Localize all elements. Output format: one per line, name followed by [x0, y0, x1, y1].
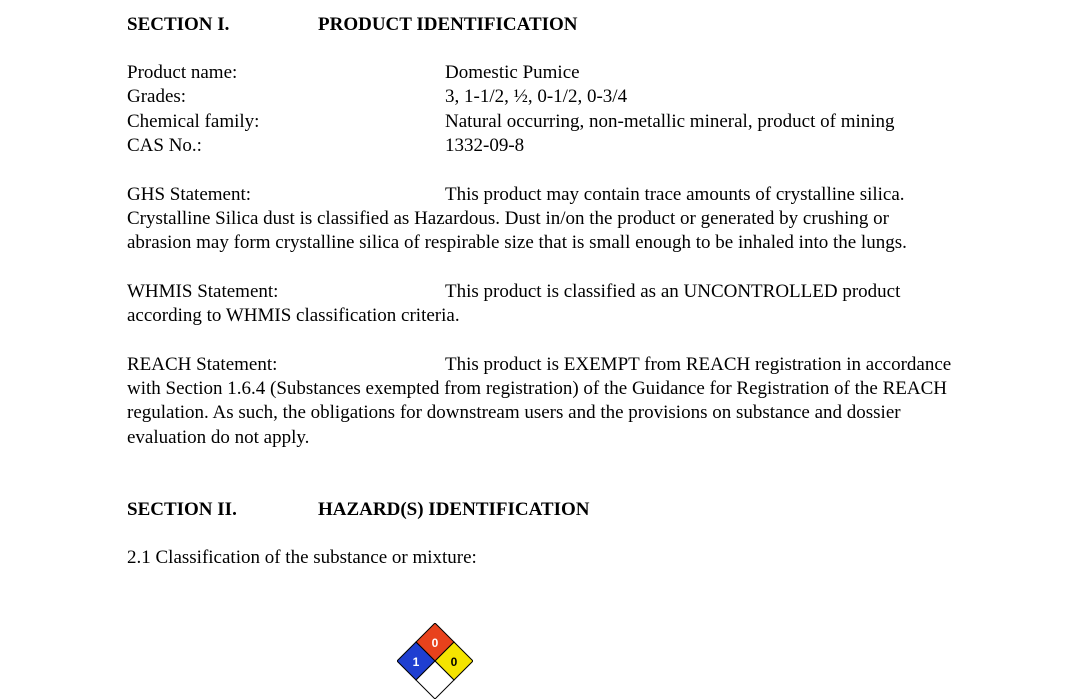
section-1-title: PRODUCT IDENTIFICATION — [318, 14, 578, 35]
nfpa-health-value: 1 — [412, 655, 420, 669]
section-2-heading — [127, 498, 967, 524]
field-product-name — [127, 61, 967, 85]
nfpa-instability-value: 0 — [450, 655, 458, 669]
whmis-text: This product is classified as an UNCONTROLLED product according to WHMIS classification criteria. — [127, 280, 901, 327]
reach-statement — [127, 353, 957, 451]
document-page — [127, 13, 967, 571]
field-label: Grades: — [127, 86, 187, 108]
field-grades — [127, 85, 967, 109]
classification-subheading: 2.1 Classification of the substance or mixture: — [127, 547, 477, 569]
ghs-statement — [127, 183, 957, 256]
section-1-heading — [127, 13, 967, 39]
field-label: CAS No.: — [127, 135, 202, 157]
reach-label: REACH Statement: — [127, 353, 278, 375]
section-1-number: SECTION I. — [127, 14, 230, 35]
nfpa-flammability-value: 0 — [431, 636, 439, 650]
nfpa-diamond-icon — [397, 623, 473, 699]
field-label: Chemical family: — [127, 110, 260, 132]
field-chemical-family — [127, 110, 967, 134]
field-value: 1332-09-8 — [445, 135, 525, 157]
ghs-text: This product may contain trace amounts of crystalline silica. Crystalline Silica dust is classified as Hazardous. Dust in/on the product or generated by crushing or abrasion may form crystalline silica of respirable size that is small enough to be inhaled into the lungs. — [127, 183, 907, 254]
ghs-label: GHS Statement: — [127, 183, 252, 205]
whmis-statement — [127, 280, 957, 329]
field-value: 3, 1-1/2, ½, 0-1/2, 0-3/4 — [445, 86, 628, 108]
reach-text: This product is EXEMPT from REACH registration in accordance with Section 1.6.4 (Substances exempted from registration) of the Guidance for Registration of the REACH regulation. As such, the obligations for downstream users and the provisions on substance and dossier evaluation do not apply. — [127, 353, 952, 448]
section-2-number: SECTION II. — [127, 499, 237, 521]
whmis-label: WHMIS Statement: — [127, 280, 279, 302]
section-2-title: HAZARD(S) IDENTIFICATION — [318, 499, 590, 521]
field-label: Product name: — [127, 62, 238, 83]
field-value: Natural occurring, non-metallic mineral, product of mining — [445, 110, 895, 132]
field-value: Domestic Pumice — [445, 62, 580, 83]
field-cas-number — [127, 134, 967, 158]
